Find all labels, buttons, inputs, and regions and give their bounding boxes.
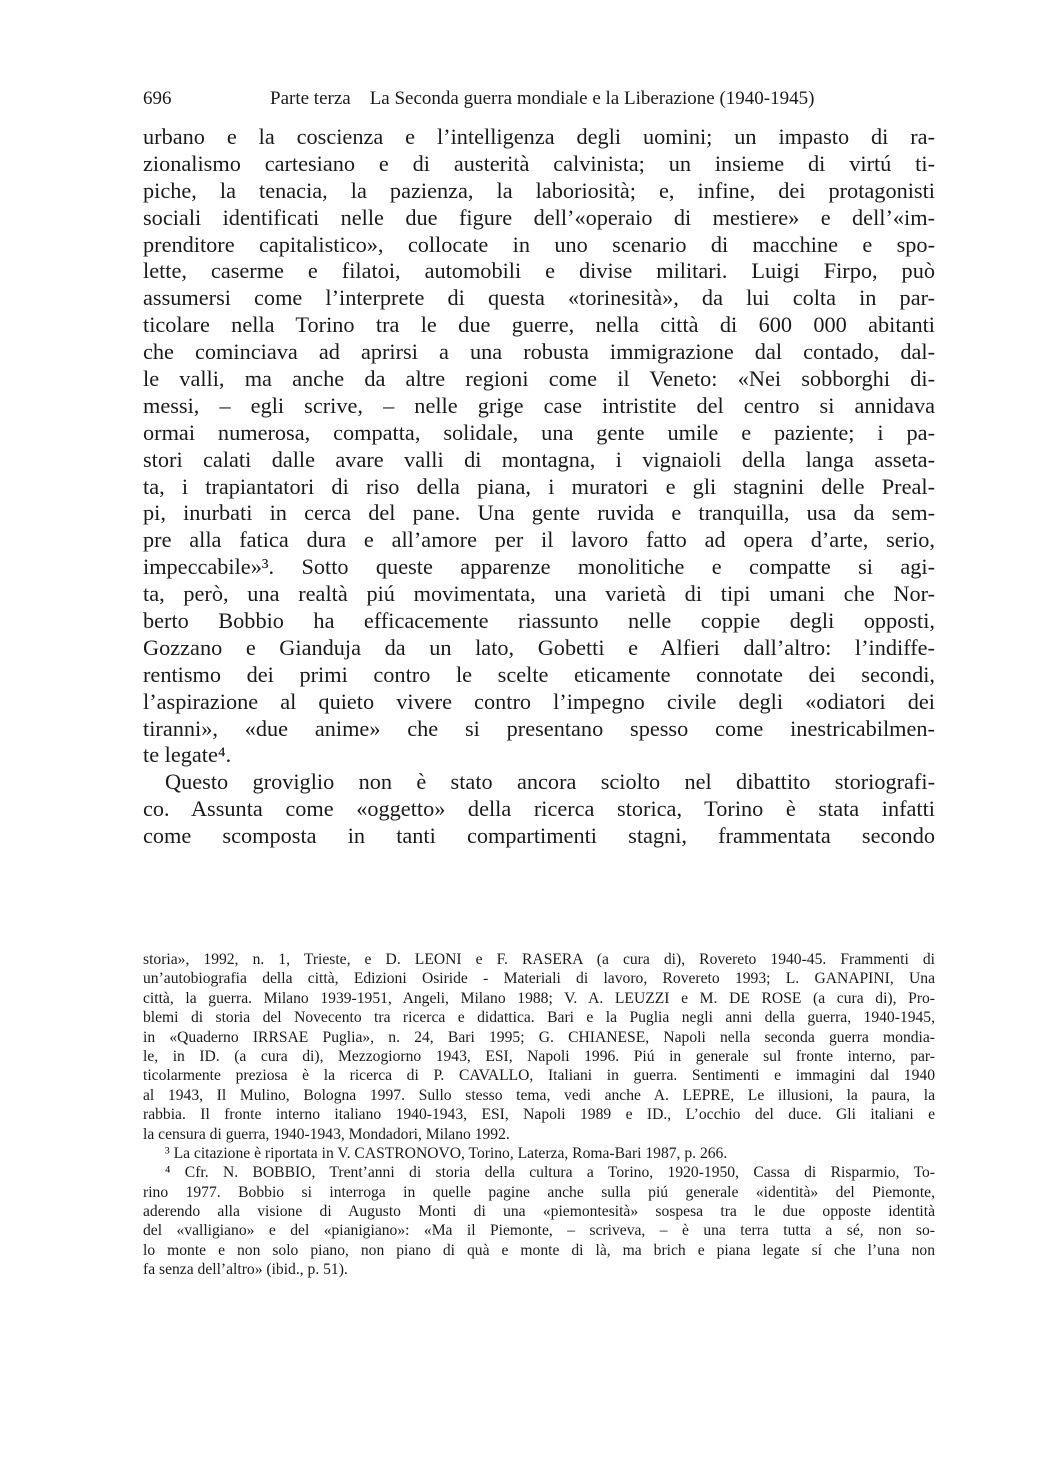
body-line: rentismo dei primi contro le scelte eticamente connotate dei secondi, <box>143 661 935 687</box>
footnotes <box>143 950 935 1280</box>
body-line: messi, – egli scrive, – nelle grige case intristite del centro si annidava <box>143 392 935 418</box>
body-text <box>143 124 935 850</box>
footnote-line: blemi di storia del Novecento tra ricerca e didattica. Bari e la Puglia negli anni della guerra, 1940-1945, <box>143 1009 935 1027</box>
page-header <box>143 84 903 114</box>
body-line: prenditore capitalistico», collocate in uno scenario di macchine e spo- <box>143 231 935 257</box>
body-line: pi, inurbati in cerca del pane. Una gente ruvida e tranquilla, usa da sem- <box>143 500 935 526</box>
body-line: te legate⁴. <box>143 742 232 768</box>
footnote-line: un’autobiografia della città, Edizioni Osiride - Materiali di lavoro, Rovereto 1993; L. GANAPINI, Una <box>143 970 935 988</box>
body-line: l’aspirazione al quieto vivere contro l’impegno civile degli «odiatori dei <box>143 688 935 714</box>
body-line: come scomposta in tanti compartimenti stagni, frammentata secondo <box>143 823 935 849</box>
body-line: tiranni», «due anime» che si presentano spesso come inestricabilmen- <box>143 715 935 741</box>
running-head: Parte terza La Seconda guerra mondiale e la Liberazione (1940-1945) <box>270 88 815 109</box>
body-line: sociali identificati nelle due figure dell’«operaio di mestiere» e dell’«im- <box>143 204 935 230</box>
body-line: le valli, ma anche da altre regioni come il Veneto: «Nei sobborghi di- <box>143 366 935 392</box>
body-line: Gozzano e Gianduja da un lato, Gobetti e Alfieri dall’altro: l’indiffe- <box>143 634 935 660</box>
footnote-line: fa senza dell’altro» (ibid., p. 51). <box>143 1261 348 1279</box>
body-line: lette, caserme e filatoi, automobili e divise militari. Luigi Firpo, può <box>143 258 935 284</box>
footnote-line: storia», 1992, n. 1, Trieste, e D. LEONI e F. RASERA (a cura di), Rovereto 1940-45. Frammenti di <box>143 951 935 968</box>
body-line: ticolare nella Torino tra le due guerre, nella città di 600 000 abitanti <box>143 312 935 338</box>
footnote-line: ticolarmente preziosa è la ricerca di P. CAVALLO, Italiani in guerra. Sentimenti e immagini dal 1940 <box>143 1067 935 1085</box>
body-line: ta, i trapiantatori di riso della piana, i muratori e gli stagnini delle Preal- <box>143 473 935 499</box>
body-line: Questo groviglio non è stato ancora sciolto nel dibattito storiografi- <box>165 769 935 795</box>
footnote-line: la censura di guerra, 1940-1943, Mondadori, Milano 1992. <box>143 1125 510 1143</box>
footnote-line: del «valligiano» e del «pianigiano»: «Ma il Piemonte, – scriveva, – è una terra tutta a sé, non so- <box>143 1222 935 1240</box>
footnote-3: ³ La citazione è riportata in V. CASTRONOVO, Torino, Laterza, Roma-Bari 1987, p. 266. <box>165 1144 728 1162</box>
body-line: co. Assunta come «oggetto» della ricerca storica, Torino è stata infatti <box>143 796 935 822</box>
body-line: assumersi come l’interprete di questa «torinesità», da lui colta in par- <box>143 285 935 311</box>
body-line: ta, però, una realtà piú movimentata, una varietà di tipi umani che Nor- <box>143 581 935 607</box>
body-line: che cominciava ad aprirsi a una robusta immigrazione dal contado, dal- <box>143 339 935 365</box>
body-line: piche, la tenacia, la pazienza, la laboriosità; e, infine, dei protagonisti <box>143 177 935 203</box>
body-line: ormai numerosa, compatta, solidale, una gente umile e paziente; i pa- <box>143 419 935 445</box>
footnote-line: rabbia. Il fronte interno italiano 1940-1943, ESI, Napoli 1989 e ID., L’occhio del duce. Gli italiani e <box>143 1106 935 1124</box>
footnote-line: lo monte e non solo piano, non piano di quà e monte di là, ma brich e piana legate sí che l’una non <box>143 1241 935 1259</box>
body-line: pre alla fatica dura e all’amore per il lavoro fatto ad opera d’arte, serio, <box>143 527 935 553</box>
footnote-line: le, in ID. (a cura di), Mezzogiorno 1943, ESI, Napoli 1996. Piú in generale sul fronte interno, par- <box>143 1047 935 1065</box>
footnote-line: città, la guerra. Milano 1939-1951, Angeli, Milano 1988; V. A. LEUZZI e M. DE ROSE (a cura di), Pro- <box>143 989 935 1007</box>
page-number: 696 <box>143 88 172 109</box>
body-line: stori calati dalle avare valli di montagna, i vignaioli della langa asseta- <box>143 446 935 472</box>
footnote-4: ⁴ Cfr. N. BOBBIO, Trent’anni di storia della cultura a Torino, 1920-1950, Cassa di Risparmio, To- <box>165 1164 935 1182</box>
footnote-line: aderendo alla visione di Augusto Monti di una «piemontesità» sospesa tra le due opposte identità <box>143 1203 935 1221</box>
footnote-line: al 1943, Il Mulino, Bologna 1997. Sullo stesso tema, vedi anche A. LEPRE, Le illusioni, la paura, la <box>143 1086 935 1104</box>
body-line: berto Bobbio ha efficacemente riassunto nelle coppie degli opposti, <box>143 608 935 634</box>
body-line: urbano e la coscienza e l’intelligenza degli uomini; un impasto di ra- <box>143 124 935 149</box>
body-line: zionalismo cartesiano e di austerità calvinista; un insieme di virtú ti- <box>143 150 935 176</box>
footnote-line: rino 1977. Bobbio si interroga in quelle pagine anche sulla piú generale «identità» del Piemonte, <box>143 1183 935 1201</box>
body-line: impeccabile»³. Sotto queste apparenze monolitiche e compatte si agi- <box>143 554 935 580</box>
footnote-line: in «Quaderno IRRSAE Puglia», n. 24, Bari 1995; G. CHIANESE, Napoli nella seconda guerra mondia- <box>143 1028 935 1046</box>
